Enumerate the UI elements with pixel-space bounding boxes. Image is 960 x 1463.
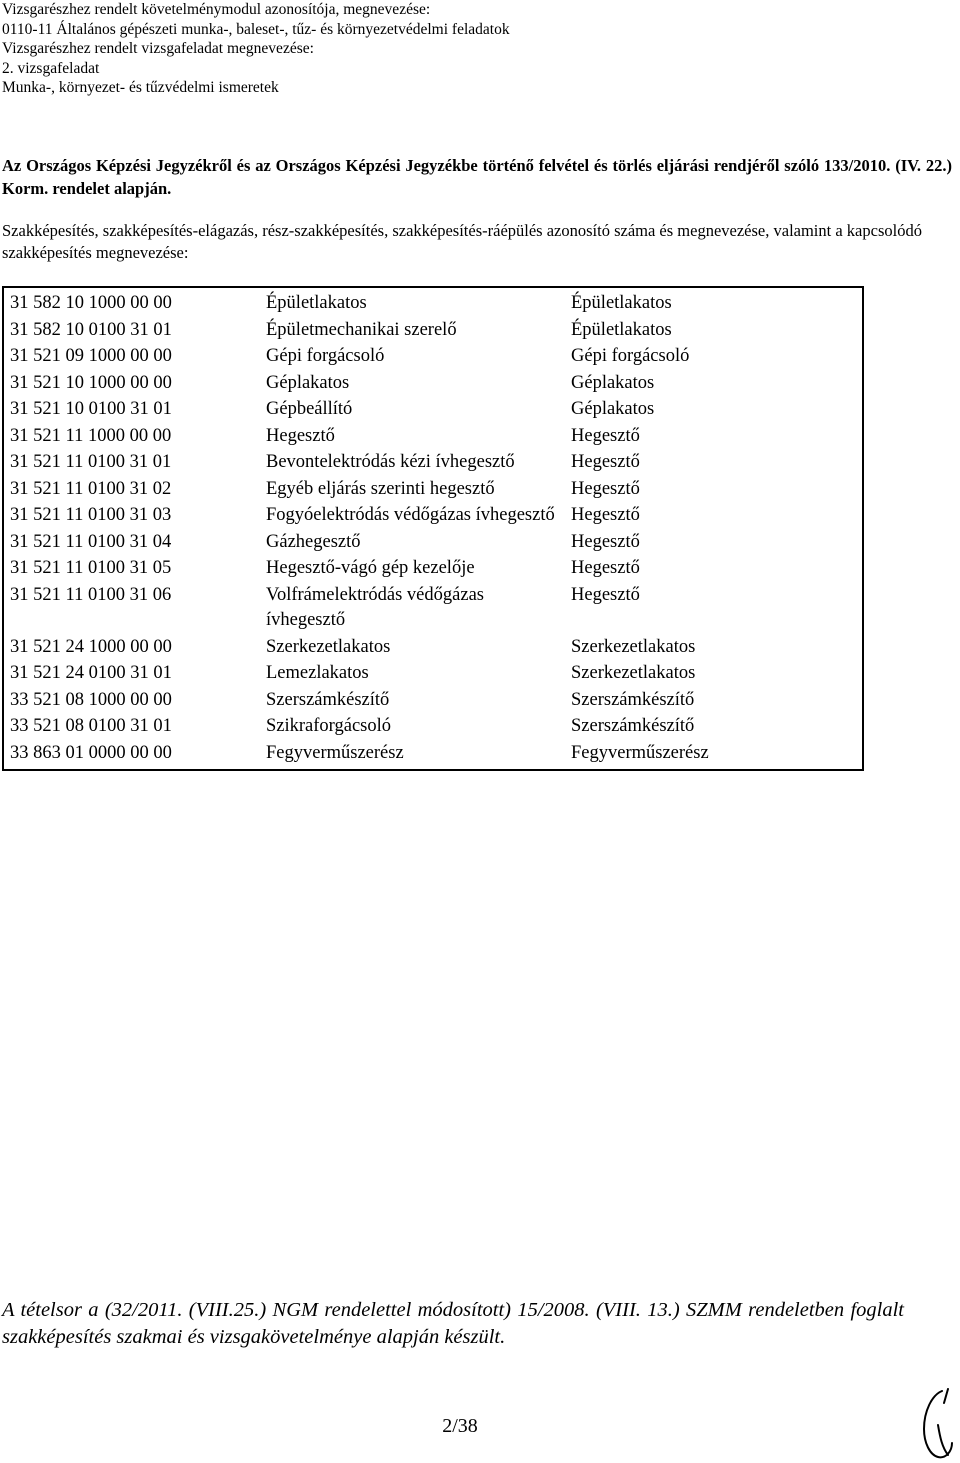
qualification-name: Épületmechanikai szerelő — [266, 319, 457, 340]
qualification-code: 31 521 11 0100 31 06 — [10, 584, 172, 605]
signature-mark — [918, 1385, 958, 1463]
qualification-code: 31 521 11 1000 00 00 — [10, 425, 172, 446]
parent-qualification: Épületlakatos — [571, 319, 672, 340]
parent-qualification: Géplakatos — [571, 399, 655, 419]
qualification-name: Gépi forgácsoló — [266, 346, 385, 366]
qualification-name: Gázhegesztő — [266, 531, 361, 552]
qualification-name: Bevontelektródás kézi ívhegesztő — [266, 452, 515, 472]
qualification-name: Hegesztő — [266, 425, 335, 446]
table-row — [3, 634, 863, 661]
qualification-name: Fogyóelektródás védőgázas ívhegesztő — [266, 505, 555, 525]
qualification-name: Volfrámelektródás védőgázas ívhegesztő — [266, 584, 484, 630]
qualification-code: 33 521 08 0100 31 01 — [10, 716, 172, 736]
qualification-code: 31 521 11 0100 31 02 — [10, 478, 172, 499]
decree-reference: Az Országos Képzési Jegyzékről és az Országos Képzési Jegyzékbe történő felvétel és törlés eljárási rendjéről szóló 133/2010. (IV. 22.) Korm. rendelet alapján. — [2, 156, 952, 198]
parent-qualification: Fegyverműszerész — [571, 742, 709, 763]
qualification-code: 31 521 11 0100 31 04 — [10, 531, 172, 552]
parent-qualification: Szerkezetlakatos — [571, 636, 696, 657]
table-row — [3, 502, 863, 529]
qualification-code: 31 521 11 0100 31 05 — [10, 558, 172, 578]
table-row — [3, 396, 863, 423]
qualification-name: Szikraforgácsoló — [266, 716, 392, 736]
qualification-code: 31 521 24 0100 31 01 — [10, 663, 172, 683]
qualification-name: Hegesztő-vágó gép kezelője — [266, 558, 475, 578]
qualification-table-body — [3, 287, 863, 770]
qualification-code: 31 521 11 0100 31 01 — [10, 452, 172, 472]
module-title: 0110-11 Általános gépészeti munka-, baleset-, tűz- és környezetvédelmi feladatok — [2, 20, 510, 38]
page-number: 2/38 — [442, 1415, 478, 1437]
parent-qualification: Szerszámkészítő — [571, 689, 695, 710]
table-row — [3, 582, 863, 634]
parent-qualification: Gépi forgácsoló — [571, 346, 690, 366]
task-title: Munka-, környezet- és tűzvédelmi ismeretek — [2, 79, 279, 96]
qualification-name: Szerszámkészítő — [266, 689, 390, 710]
table-row — [3, 529, 863, 556]
parent-qualification: Hegesztő — [571, 558, 640, 578]
qualification-code: 33 521 08 1000 00 00 — [10, 689, 172, 710]
parent-qualification: Hegesztő — [571, 478, 640, 499]
parent-qualification: Hegesztő — [571, 531, 640, 552]
task-number: 2. vizsgafeladat — [2, 59, 100, 77]
qualification-intro: Szakképesítés, szakképesítés-elágazás, rész-szakképesítés, szakképesítés-ráépülés azonosító száma és megnevezése, valamint a kapcsolódó szakképesítés megnevezése: — [2, 221, 922, 262]
parent-qualification: Géplakatos — [571, 372, 655, 393]
qualification-name: Épületlakatos — [266, 293, 367, 313]
table-row — [3, 740, 863, 771]
qualification-name: Gépbeállító — [266, 399, 353, 419]
table-row — [3, 287, 863, 317]
qualification-table — [2, 286, 864, 771]
table-row — [3, 370, 863, 397]
table-row — [3, 317, 863, 344]
document-header — [2, 0, 952, 98]
table-row — [3, 687, 863, 714]
parent-qualification: Hegesztő — [571, 584, 640, 605]
parent-qualification: Hegesztő — [571, 505, 640, 525]
qualification-code: 31 521 09 1000 00 00 — [10, 346, 172, 366]
table-row — [3, 713, 863, 740]
parent-qualification: Hegesztő — [571, 425, 640, 446]
qualification-name: Géplakatos — [266, 372, 350, 393]
qualification-code: 31 582 10 0100 31 01 — [10, 319, 172, 340]
parent-qualification: Szerszámkészítő — [571, 716, 695, 736]
table-row — [3, 555, 863, 582]
parent-qualification: Épületlakatos — [571, 293, 672, 313]
table-row — [3, 660, 863, 687]
table-row — [3, 476, 863, 503]
qualification-code: 33 863 01 0000 00 00 — [10, 742, 172, 763]
qualification-name: Egyéb eljárás szerinti hegesztő — [266, 478, 495, 499]
table-row — [3, 343, 863, 370]
qualification-code: 31 521 10 1000 00 00 — [10, 372, 172, 393]
qualification-code: 31 521 24 1000 00 00 — [10, 636, 172, 657]
qualification-name: Fegyverműszerész — [266, 742, 404, 763]
table-row — [3, 449, 863, 476]
module-label: Vizsgarészhez rendelt követelménymodul azonosítója, megnevezése: — [2, 1, 431, 18]
task-label: Vizsgarészhez rendelt vizsgafeladat megnevezése: — [2, 40, 314, 57]
footer-note: A tételsor a (32/2011. (VIII.25.) NGM rendelettel módosított) 15/2008. (VIII. 13.) SZMM rendeletben foglalt szakképesítés szakmai és vizsgakövetelménye alapján készült. — [2, 1299, 904, 1348]
qualification-name: Szerkezetlakatos — [266, 636, 391, 657]
qualification-code: 31 521 10 0100 31 01 — [10, 399, 172, 419]
parent-qualification: Hegesztő — [571, 452, 640, 472]
qualification-name: Lemezlakatos — [266, 663, 369, 683]
table-row — [3, 423, 863, 450]
parent-qualification: Szerkezetlakatos — [571, 663, 696, 683]
qualification-code: 31 521 11 0100 31 03 — [10, 505, 172, 525]
qualification-code: 31 582 10 1000 00 00 — [10, 293, 172, 313]
